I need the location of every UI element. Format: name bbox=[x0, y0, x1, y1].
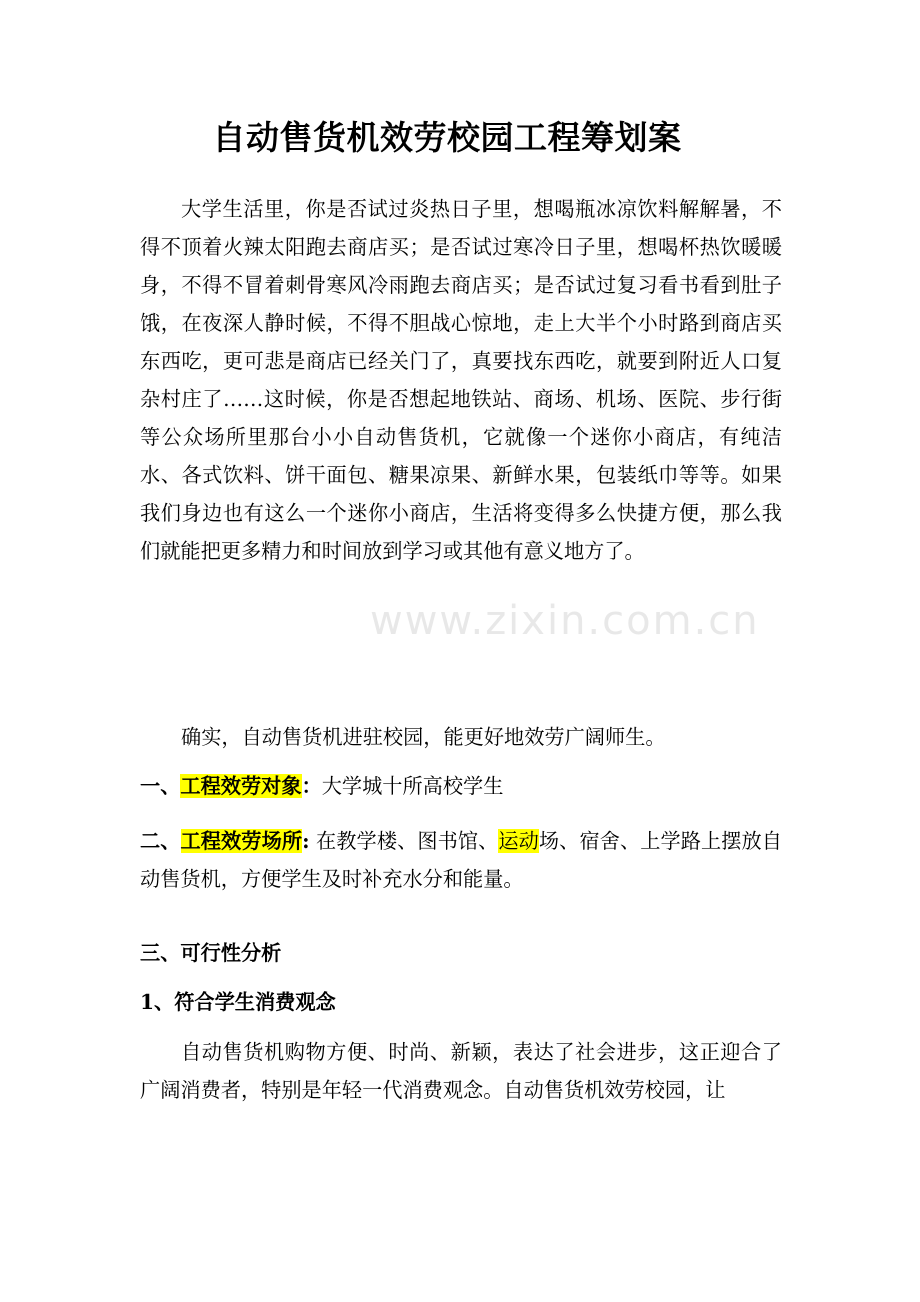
section-content: 大学城十所高校学生 bbox=[321, 774, 504, 798]
highlighted-label: 工程效劳对象 bbox=[180, 774, 302, 798]
label-colon: ： bbox=[301, 774, 322, 798]
document-title: 自动售货机效劳校园工程筹划案 bbox=[212, 118, 682, 157]
subsection-heading: 1、符合学生消费观念 bbox=[140, 990, 336, 1014]
subsection-paragraph: 自动售货机购物方便、时尚、新颖，表达了社会进步，这正迎合了广阔消费者，特别是年轻一代消费观念。自动售货机效劳校园，让 bbox=[140, 1040, 782, 1102]
section-feasibility-heading: 三、可行性分析 bbox=[140, 941, 282, 965]
section-content-after: 场、宿舍、上学路上摆放自动售货机，方便学生及时补充水分和能量。 bbox=[140, 829, 782, 891]
watermark: www.zixin.com.cn bbox=[370, 598, 760, 644]
confirm-paragraph: 确实，自动售货机进驻校园，能更好地效劳广阔师生。 bbox=[181, 725, 666, 749]
label-colon: : bbox=[302, 829, 310, 853]
section-service-place bbox=[140, 822, 782, 898]
section-service-target bbox=[140, 767, 782, 805]
section-content-before: 在教学楼、图书馆、 bbox=[309, 829, 499, 853]
section-number: 二、 bbox=[140, 829, 181, 853]
section-number: 一、 bbox=[140, 774, 181, 798]
highlighted-label: 工程效劳场所 bbox=[180, 829, 303, 853]
intro-paragraph: 大学生活里，你是否试过炎热日子里，想喝瓶冰凉饮料解解暑，不得不顶着火辣太阳跑去商店买；是否试过寒冷日子里，想喝杯热饮暖暖身，不得不冒着刺骨寒风冷雨跑去商店买；是否试过复习看书看到肚子饿，在夜深人静时候，不得不胆战心惊地，走上大半个小时路到商店买东西吃，更可悲是商店已经关门了，真要找东西吃，就要到附近人口复杂村庄了……这时候，你是否想起地铁站、商场、机场、医院、步行街等公众场所里那台小小自动售货机，它就像一个迷你小商店，有纯洁水、各式饮料、饼干面包、糖果凉果、新鲜水果，包装纸巾等等。如果我们身边也有这么一个迷你小商店，生活将变得多么快捷方便，那么我们就能把更多精力和时间放到学习或其他有意义地方了。 bbox=[140, 197, 782, 563]
highlighted-word: 运动 bbox=[498, 829, 539, 853]
